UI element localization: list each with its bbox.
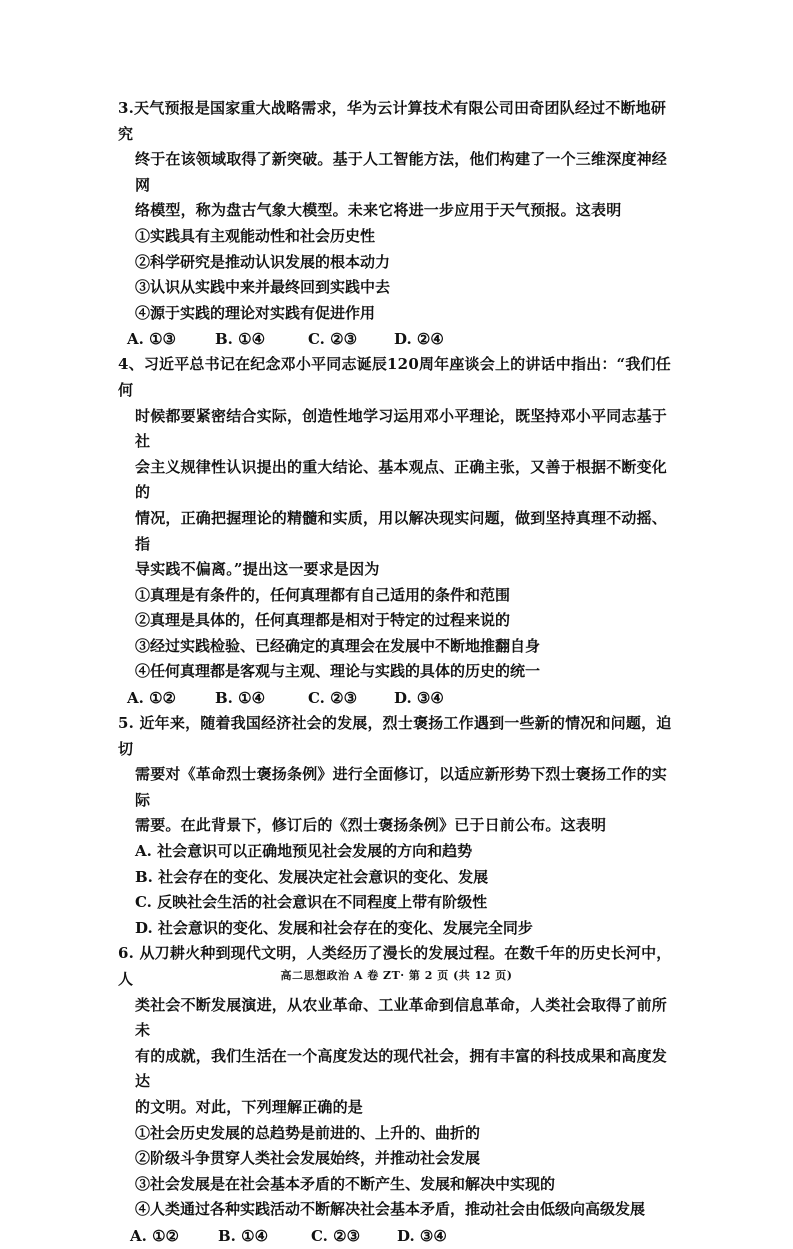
- answer-choices: [118, 1223, 678, 1249]
- question-5: [118, 711, 678, 941]
- statement-option: ④人类通过各种实践活动不断解决社会基本矛盾，推动社会由低级向高级发展: [135, 1200, 646, 1219]
- stem-line: 6. 从刀耕火种到现代文明，人类经历了漫长的发展过程。在数千年的历史长河中，人: [118, 944, 672, 988]
- statement-option: ③经过实践检验、已经确定的真理会在发展中不断地推翻自身: [135, 636, 541, 655]
- statement-option: ④源于实践的理论对实践有促进作用: [135, 303, 376, 322]
- answer-option-a: A. 社会意识可以正确地预见社会发展的方向和趋势: [135, 842, 473, 861]
- stem-line: 时候都要紧密结合实际，创造性地学习运用邓小平理论，既坚持邓小平同志基于社: [135, 406, 668, 451]
- answer-choice-d: D. ②④: [394, 330, 444, 349]
- stem-line: 有的成就，我们生活在一个高度发达的现代社会，拥有丰富的科技成果和高度发达: [135, 1046, 668, 1091]
- answer-choice-b: B. ①④: [218, 1226, 269, 1245]
- answer-choice-b: B. ①④: [215, 330, 266, 349]
- page-footer: 高二思想政治 A 卷 ZT· 第 2 页 (共 12 页): [280, 969, 513, 982]
- answer-option-d: D. 社会意识的变化、发展和社会存在的变化、发展完全同步: [135, 918, 533, 937]
- question-4: [118, 352, 678, 711]
- stem-line: 络模型，称为盘古气象大模型。未来它将进一步应用于天气预报。这表明: [135, 201, 622, 220]
- stem-line: 需要对《革命烈士褒扬条例》进行全面修订，以适应新形势下烈士褒扬工作的实际: [135, 765, 668, 809]
- answer-choice-d: D. ③④: [397, 1226, 447, 1245]
- question-list: [118, 96, 678, 1249]
- stem-line: 的文明。对此，下列理解正确的是: [135, 1097, 364, 1116]
- answer-choice-d: D. ③④: [394, 689, 444, 708]
- statement-option: ③认识从实践中来并最终回到实践中去: [135, 278, 391, 297]
- question-stem: [118, 96, 678, 224]
- answer-choices: [118, 326, 678, 352]
- stem-line: 4、习近平总书记在纪念邓小平同志诞辰120周年座谈会上的讲话中指出：“我们任何: [118, 355, 671, 399]
- stem-line: 情况，正确把握理论的精髓和实质，用以解决现实问题，做到坚持真理不动摇、指: [135, 508, 668, 553]
- stem-line: 会主义规律性认识提出的重大结论、基本观点、正确主张，又善于根据不断变化的: [135, 457, 668, 502]
- statement-option: ②科学研究是推动认识发展的根本动力: [135, 252, 391, 271]
- question-6: [118, 941, 678, 1249]
- stem-line: 导实践不偏离。”提出这一要求是因为: [135, 560, 380, 579]
- stem-line: 类社会不断发展演进，从农业革命、工业革命到信息革命，人类社会取得了前所未: [135, 995, 668, 1040]
- stem-line: 5. 近年来，随着我国经济社会的发展，烈士褒扬工作遇到一些新的情况和问题，迫切: [118, 714, 672, 758]
- answer-choice-c: C. ②③: [308, 330, 358, 349]
- statement-option: ④任何真理都是客观与主观、理论与实践的具体的历史的统一: [135, 662, 541, 681]
- stem-line: 终于在该领域取得了新突破。基于人工智能方法，他们构建了一个三维深度神经网: [135, 150, 668, 194]
- statement-option: ①真理是有条件的，任何真理都有自己适用的条件和范围: [135, 585, 511, 604]
- statement-option: ①社会历史发展的总趋势是前进的、上升的、曲折的: [135, 1123, 481, 1142]
- answer-choices: [118, 685, 678, 711]
- statement-option: ①实践具有主观能动性和社会历史性: [135, 226, 376, 245]
- question-stem: [118, 352, 678, 582]
- answer-choice-c: C. ②③: [308, 689, 358, 708]
- answer-choice-a: A. ①②: [130, 1226, 179, 1245]
- question-stem: [118, 711, 678, 839]
- statement-option: ③社会发展是在社会基本矛盾的不断产生、发展和解决中实现的: [135, 1174, 556, 1193]
- question-3: [118, 96, 678, 352]
- answer-option-b: B. 社会存在的变化、发展决定社会意识的变化、发展: [135, 867, 489, 886]
- statement-option: ②真理是具体的，任何真理都是相对于特定的过程来说的: [135, 611, 511, 630]
- stem-line: 3.天气预报是国家重大战略需求，华为云计算技术有限公司田奇团队经过不断地研究: [118, 99, 667, 143]
- stem-line: 需要。在此背景下，修订后的《烈士褒扬条例》已于日前公布。这表明: [135, 816, 607, 835]
- answer-choice-a: A. ①②: [127, 689, 176, 708]
- statement-option: ②阶级斗争贯穿人类社会发展始终，并推动社会发展: [135, 1149, 481, 1168]
- answer-option-c: C. 反映社会生活的社会意识在不同程度上带有阶级性: [135, 893, 488, 912]
- answer-choice-c: C. ②③: [311, 1226, 361, 1245]
- answer-choice-a: A. ①③: [127, 330, 176, 349]
- answer-choice-b: B. ①④: [215, 689, 266, 708]
